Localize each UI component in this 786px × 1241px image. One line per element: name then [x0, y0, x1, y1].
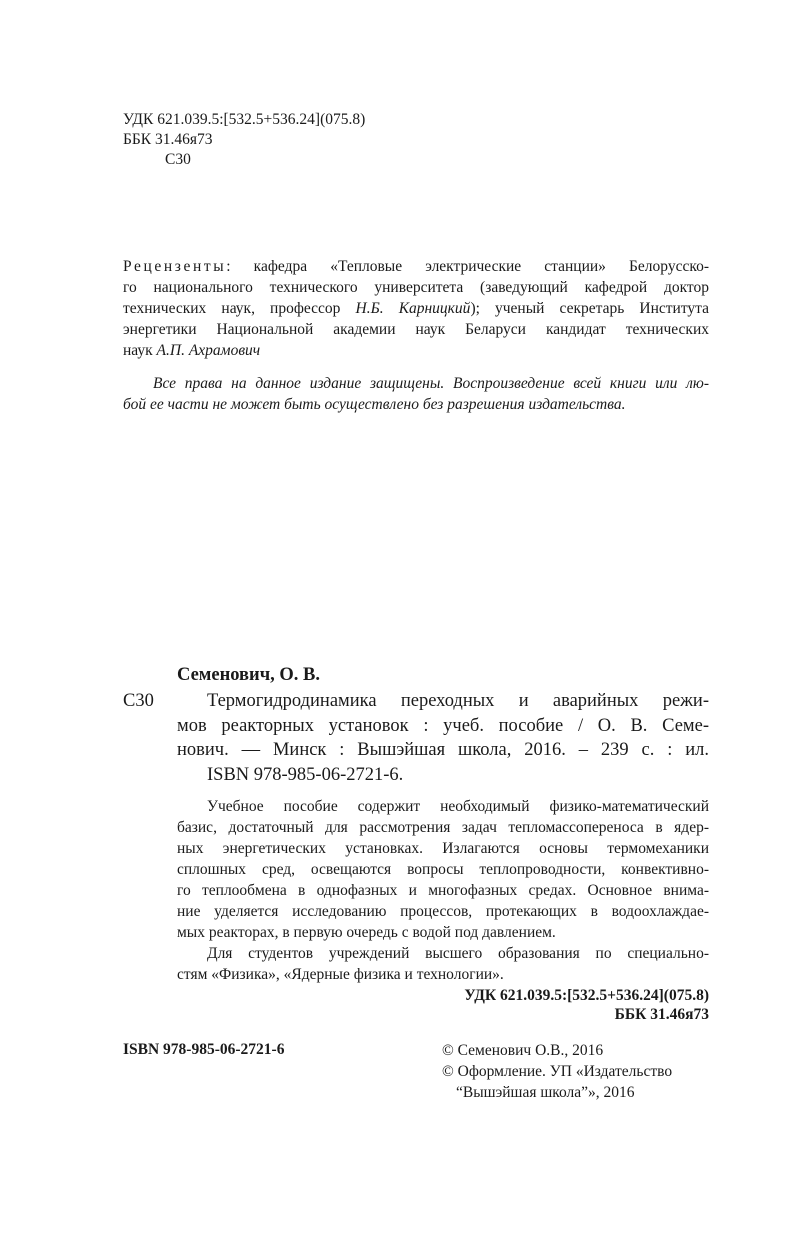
record-isbn: ISBN 978-985-06-2721-6. — [207, 764, 404, 785]
author-code: С30 — [165, 151, 191, 168]
reviewers-line-2: го национального технического университета (заведующий кафедрой доктор — [123, 279, 709, 296]
footer-udk: УДК 621.039.5:[532.5+536.24](075.8) — [464, 987, 709, 1004]
audience-line-1: Для студентов учреждений высшего образования по специально- — [207, 945, 709, 962]
reviewers-line-1 — [123, 256, 709, 277]
footer-codes — [464, 986, 709, 1024]
annotation-line-1: Учебное пособие содержит необходимый физико-математический — [207, 798, 709, 815]
record-line-2: мов реакторных установок : учеб. пособие / О. В. Семе- — [177, 715, 709, 736]
reviewers-paragraph — [123, 256, 709, 361]
annotation — [177, 796, 709, 985]
reviewers-line-5-pre: наук — [123, 342, 157, 359]
reviewer-name-1: Н.Б. Карницкий — [355, 300, 471, 317]
footer-bbk: ББК 31.46я73 — [614, 1006, 709, 1023]
copyright-author: © Семенович О.В., 2016 — [442, 1042, 604, 1059]
udk-code: УДК 621.039.5:[532.5+536.24](075.8) — [123, 111, 366, 128]
reviewers-line-3 — [123, 298, 709, 319]
annotation-line-6: ние уделяется исследованию процессов, протекающих в водоохлаждае- — [177, 903, 709, 920]
copyright-design: © Оформление. УП «Издательство — [442, 1063, 673, 1080]
copyright-block — [442, 1040, 672, 1103]
audience-line-2: стям «Физика», «Ядерные физика и технологии». — [177, 966, 504, 983]
bbk-code: ББК 31.46я73 — [123, 131, 213, 148]
reviewers-line-1-text: : кафедра «Тепловые электрические станции» Белорусско- — [226, 258, 709, 275]
reviewers-line-5 — [123, 340, 709, 361]
record-code: С30 — [123, 691, 154, 711]
annotation-line-3: ных энергетических установках. Излагаются основы термомеханики — [177, 840, 709, 857]
footer-isbn: ISBN 978-985-06-2721-6 — [123, 1041, 285, 1058]
rights-line-2: бой ее части не может быть осуществлено без разрешения издательства. — [123, 396, 626, 413]
rights-line-1: Все права на данное издание защищены. Воспроизведение всей книги или лю- — [153, 375, 709, 392]
copyright-publisher: “Вышэйшая школа”», 2016 — [456, 1084, 635, 1101]
record-description — [177, 689, 709, 787]
annotation-line-5: го теплообмена в однофазных и многофазных средах. Основное внима- — [177, 882, 709, 899]
reviewers-line-3-pre: технических наук, профессор — [123, 300, 356, 317]
annotation-line-2: базис, достаточный для рассмотрения задач тепломассопереноса в ядер- — [177, 819, 709, 836]
record-line-3: нович. — Минск : Вышэйшая школа, 2016. – 239 с. : ил. — [177, 740, 709, 760]
record-line-1: Термогидродинамика переходных и аварийных режи- — [207, 691, 709, 711]
annotation-line-4: сплошных сред, освещаются вопросы теплопроводности, конвективно- — [177, 861, 709, 878]
reviewers-line-4: энергетики Национальной академии наук Беларуси кандидат технических — [123, 321, 709, 338]
record-author: Семенович, О. В. — [177, 665, 320, 685]
reviewers-line-3-post: ); ученый секретарь Института — [470, 300, 709, 317]
rights-notice — [123, 373, 709, 415]
reviewers-label: Рецензенты — [123, 258, 227, 275]
annotation-line-7: мых реакторах, в первую очередь с водой под давлением. — [177, 924, 556, 941]
reviewer-name-2: А.П. Ахрамович — [156, 342, 261, 359]
